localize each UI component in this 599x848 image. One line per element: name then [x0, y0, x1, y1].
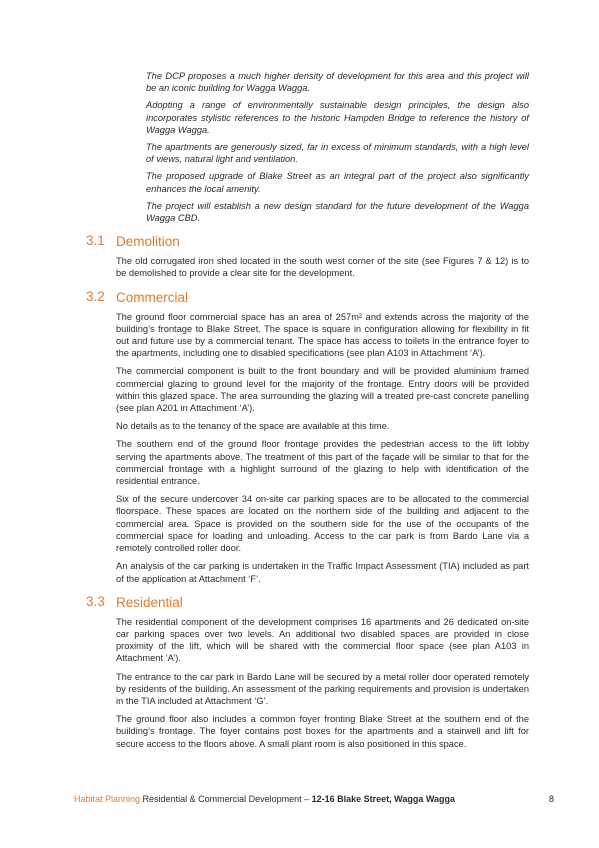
page-content: [86, 70, 529, 756]
key-point: The proposed upgrade of Blake Street as an integral part of the project also significantly enhances the local amenity.: [146, 171, 529, 194]
section-residential: [86, 593, 529, 750]
section-heading: [86, 593, 529, 610]
footer-brand: Habitat Planning: [74, 794, 141, 804]
page-footer: [74, 794, 554, 804]
paragraph: Six of the secure undercover 34 on-site car parking spaces are to be allocated to the commercial floorspace. These spaces are located on the northern side of the building and adjacent to the commercial area. Space is provided on the southern side for the use of the occupants of the commercial space for loading and unloading. Access to the car park is from Bardo Lane via a remotely controlled roller door.: [116, 494, 529, 554]
paragraph: The old corrugated iron shed located in the south west corner of the site (see Figures 7 & 12) is to be demolished to provide a clear site for the development.: [116, 256, 529, 279]
key-point: Adopting a range of environmentally sustainable design principles, the design also incorporates stylistic references to the historic Hampden Bridge to reference the history of Wagga Wagga.: [146, 100, 529, 135]
section-commercial: [86, 288, 529, 585]
paragraph: The residential component of the development comprises 16 apartments and 26 dedicated on-site car parking spaces over two levels. An additional two disabled spaces are provided in close proximity of the lift, which will be shared with the commercial floor space (see plan A103 in Attachment ‘A’).: [116, 616, 529, 664]
paragraph: The entrance to the car park in Bardo Lane will be secured by a metal roller door operated remotely by residents of the building. An assessment of the parking requirements and provision is undertaken in the TIA included at Attachment ‘G’.: [116, 671, 529, 706]
footer-title: Residential & Commercial Development –: [140, 794, 312, 804]
paragraph: An analysis of the car parking is undertaken in the Traffic Impact Assessment (TIA) included as part of the application at Attachment ‘F’.: [116, 561, 529, 584]
paragraph: The ground floor commercial space has an area of 257m² and extends across the majority of the building’s frontage to Blake Street. The space is square in configuration allowing for flexibility in fit out and future use by a commercial tenant. The space has access to toilets in the entrance foyer to the apartments, including one to disabled specifications (see plan A103 in Attachment ‘A’).: [116, 311, 529, 359]
paragraph: The commercial component is built to the front boundary and will be provided aluminium framed commercial glazing to ground level for the majority of the frontage. Entry doors will be provided within this glazed space. The area surrounding the glazing will a treated pre-cast concrete panelling (see plan A201 in Attachment ‘A’).: [116, 366, 529, 414]
key-point: The apartments are generously sized, far in excess of minimum standards, with a high level of views, natural light and ventilation.: [146, 142, 529, 165]
section-title: Commercial: [116, 289, 189, 305]
page-number: 8: [548, 794, 554, 804]
section-title: Residential: [116, 594, 183, 610]
section-title: Demolition: [116, 234, 180, 250]
section-number: 3.3: [86, 593, 105, 609]
section-number: 3.1: [86, 233, 105, 249]
key-point: The DCP proposes a much higher density of development for this area and this project will be an iconic building for Wagga Wagga.: [146, 71, 529, 94]
key-points-list: [116, 70, 529, 224]
section-heading: [86, 233, 529, 250]
paragraph: No details as to the tenancy of the space are available at this time.: [116, 421, 390, 432]
section-demolition: [86, 233, 529, 279]
section-heading: [86, 288, 529, 305]
key-point: The project will establish a new design standard for the future development of the Wagga Wagga CBD.: [146, 200, 529, 224]
footer-address: 12-16 Blake Street, Wagga Wagga: [311, 794, 456, 804]
section-number: 3.2: [86, 288, 105, 304]
paragraph: The ground floor also includes a common foyer fronting Blake Street at the southern end of the building’s frontage. The foyer contains post boxes for the apartments and a stairwell and lift for secure access to the floors above. A small plant room is also positioned in this space.: [116, 714, 529, 749]
paragraph: The southern end of the ground floor frontage provides the pedestrian access to the lift lobby serving the apartments above. The treatment of this part of the façade will be similar to that for the commercial frontage with a highlight surround of the glazing to help with identification of the residential entrance.: [116, 439, 529, 487]
